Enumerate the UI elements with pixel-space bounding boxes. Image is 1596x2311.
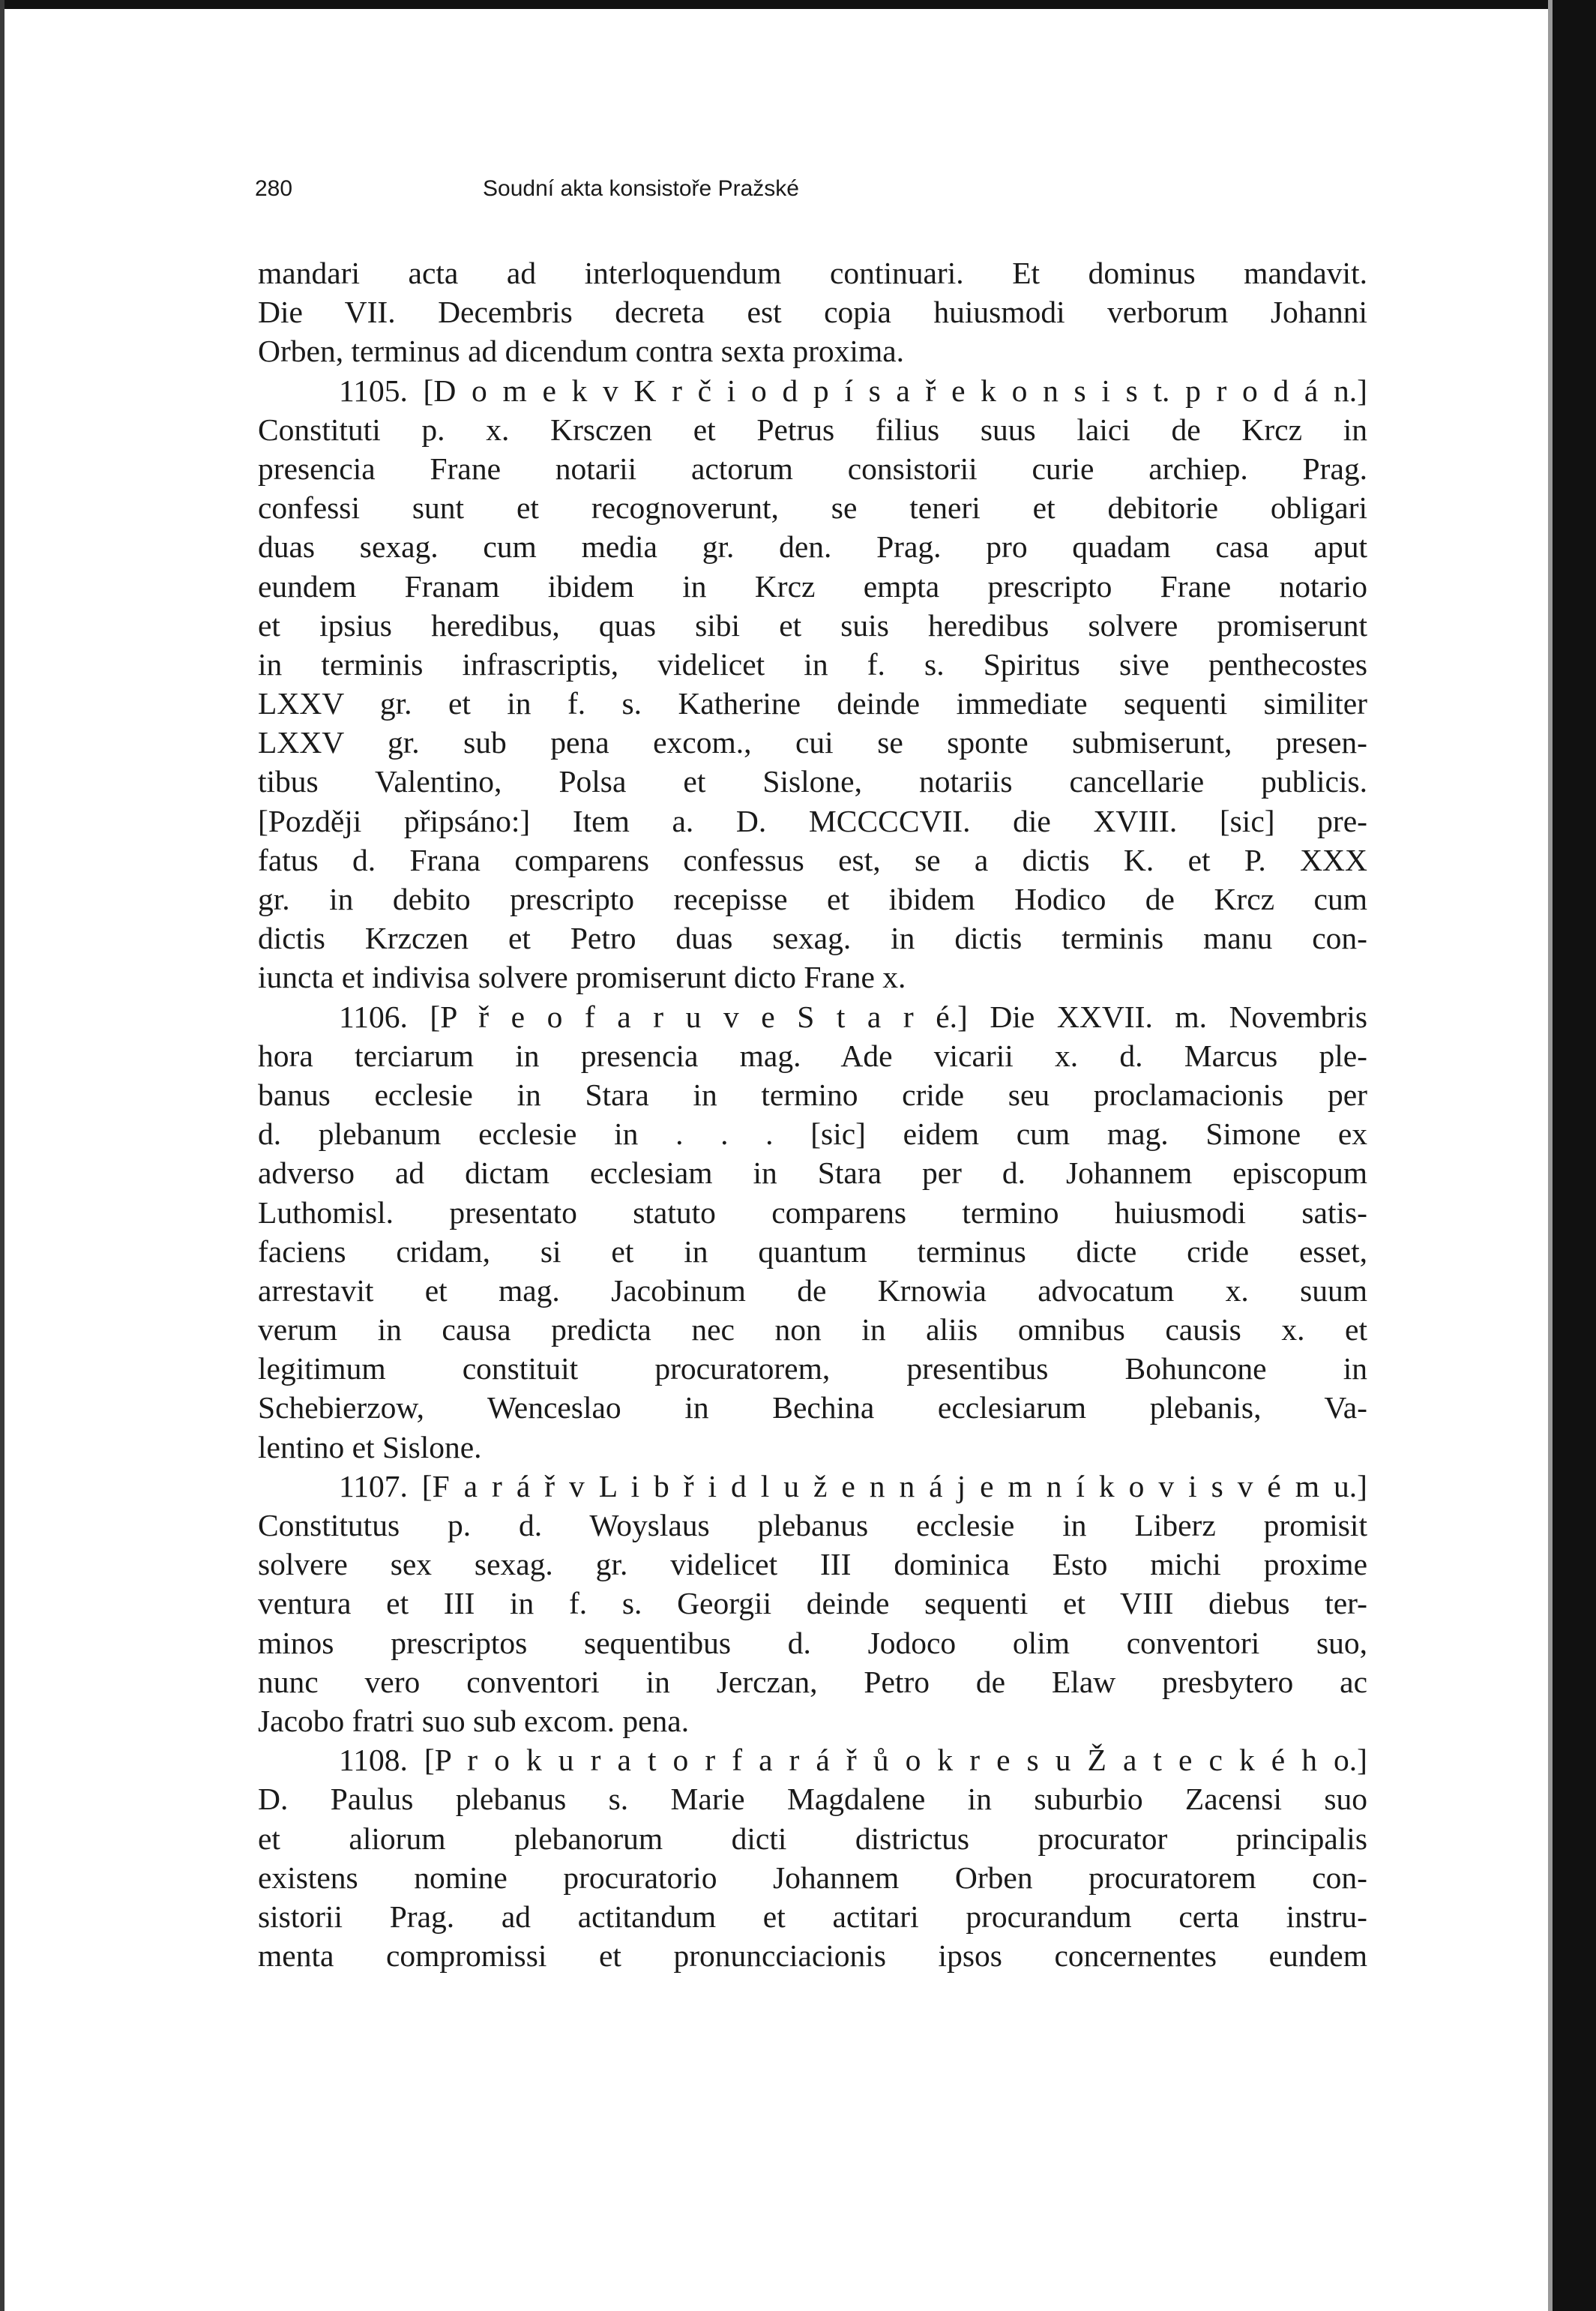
scan-border-top — [0, 0, 1596, 9]
text-line: lentino et Sislone. — [258, 1429, 482, 1464]
text-line: presencia Frane notarii actorum consistorii curie archiep. Prag. — [258, 451, 1367, 486]
text-line: iuncta et indivisa solvere promiserunt dicto Frane x. — [258, 960, 906, 995]
scan-border-left — [0, 0, 4, 2311]
text-line: faciens cridam, si et in quantum terminus dicte cride esset, — [258, 1233, 1367, 1269]
text-line: sistorii Prag. ad actitandum et actitari procurandum certa instru- — [258, 1899, 1367, 1934]
text-line: D. Paulus plebanus s. Marie Magdalene in suburbio Zacensi suo — [258, 1782, 1367, 1817]
text-line: LXXV gr. et in f. s. Katherine deinde immediate sequenti similiter — [258, 686, 1367, 721]
text-line: fatus d. Frana comparens confessus est, se a dictis K. et P. XXX — [258, 842, 1367, 877]
entry-heading-line: 1107. [F a r á ř v L i b ř i d l u ž e n n á j e m n í k o v i s v é m u.] — [339, 1468, 1367, 1503]
text-line: Constitutus p. d. Woyslaus plebanus ecclesie in Liberz promisit — [258, 1508, 1367, 1542]
text-line: banus ecclesie in Stara in termino cride seu proclamacionis per — [258, 1077, 1367, 1112]
text-line: hora terciarum in presencia mag. Ade vicarii x. d. Marcus ple- — [258, 1038, 1367, 1073]
text-line: menta compromissi et pronuncciacionis ipsos concernentes eundem — [258, 1938, 1367, 1974]
text-line: tibus Valentino, Polsa et Sislone, notariis cancellarie publicis. — [258, 764, 1367, 799]
running-head-title: Soudní akta konsistoře Pražské — [483, 176, 799, 201]
text-line: confessi sunt et recognoverunt, se teneri et debitorie obligari — [258, 490, 1367, 526]
text-line: verum in causa predicta nec non in aliis omnibus causis x. et — [258, 1312, 1367, 1347]
text-line: solvere sex sexag. gr. videlicet III dominica Esto michi proxime — [258, 1547, 1367, 1582]
entry-heading-line: 1105. [D o m e k v K r č i o d p í s a ř e k o n s i s t. p r o d á n.] — [339, 373, 1367, 408]
text-line: [Později připsáno:] Item a. D. MCCCCVII. die XVIII. [sic] pre- — [258, 803, 1367, 838]
text-line: Schebierzow, Wenceslao in Bechina ecclesiarum plebanis, Va- — [258, 1390, 1367, 1425]
text-line: Die VII. Decembris decreta est copia huiusmodi verborum Johanni — [258, 295, 1367, 330]
text-line: et ipsius heredibus, quas sibi et suis heredibus solvere promiserunt — [258, 607, 1367, 643]
entry-heading-line: 1106. [P ř e o f a r u v e S t a r é.] Die XXVII. m. Novembris — [339, 999, 1367, 1034]
running-head — [255, 174, 1027, 204]
entry-heading-line: 1108. [P r o k u r a t o r f a r á ř ů o k r e s u Ž a t e c k é h o.] — [339, 1743, 1367, 1778]
text-line: duas sexag. cum media gr. den. Prag. pro quadam casa aput — [258, 529, 1367, 565]
text-line: in terminis infrascriptis, videlicet in f. s. Spiritus sive penthecostes — [258, 646, 1367, 682]
page-number: 280 — [255, 176, 293, 201]
text-line: nunc vero conventori in Jerczan, Petro de Elaw presbytero ac — [258, 1664, 1367, 1699]
text-line: adverso ad dictam ecclesiam in Stara per d. Johannem episcopum — [258, 1156, 1367, 1191]
text-line: minos prescriptos sequentibus d. Jodoco olim conventori suo, — [258, 1625, 1367, 1660]
text-line: ventura et III in f. s. Georgii deinde sequenti et VIII diebus ter- — [258, 1586, 1367, 1621]
text-line: d. plebanum ecclesie in . . . [sic] eidem cum mag. Simone ex — [258, 1117, 1367, 1152]
text-line: legitimum constituit procuratorem, presentibus Bohuncone in — [258, 1351, 1367, 1386]
body-text — [258, 253, 1367, 1975]
text-line: eundem Franam ibidem in Krcz empta prescripto Frane notario — [258, 568, 1367, 604]
text-line: Luthomisl. presentato statuto comparens termino huiusmodi satis- — [258, 1194, 1367, 1230]
text-line: Constituti p. x. Krsczen et Petrus filius suus laici de Krcz in — [258, 412, 1367, 447]
text-line: Orben, terminus ad dicendum contra sexta proxima. — [258, 334, 905, 369]
text-line: dictis Krzczen et Petro duas sexag. in dictis terminis manu con- — [258, 921, 1367, 956]
text-line: mandari acta ad interloquendum continuari. Et dominus mandavit. — [258, 256, 1367, 290]
text-line: gr. in debito prescripto recepisse et ibidem Hodico de Krcz cum — [258, 882, 1367, 916]
text-line: LXXV gr. sub pena excom., cui se sponte submiserunt, presen- — [258, 725, 1367, 760]
text-line: existens nomine procuratorio Johannem Orben procuratorem con- — [258, 1860, 1367, 1895]
scan-border-right — [1553, 0, 1596, 2311]
text-line: et aliorum plebanorum dicti districtus procurator principalis — [258, 1821, 1367, 1856]
text-line: arrestavit et mag. Jacobinum de Krnowia advocatum x. suum — [258, 1272, 1367, 1308]
text-line: Jacobo fratri suo sub excom. pena. — [258, 1703, 690, 1738]
